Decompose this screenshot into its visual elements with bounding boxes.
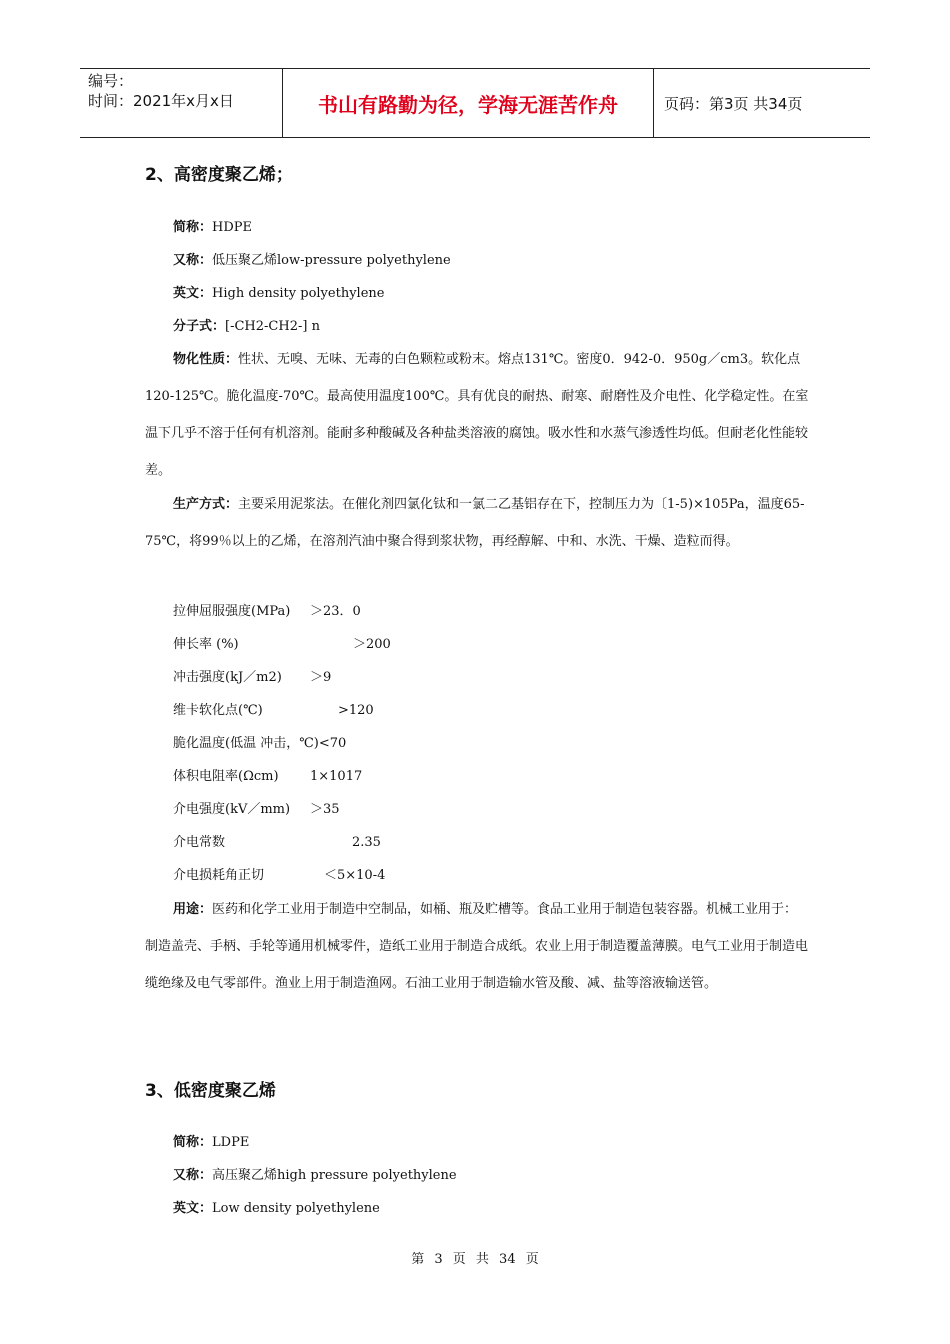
- header-motto: 书山有路勤为径，学海无涯苦作舟: [282, 69, 654, 137]
- s2-props-text: 性状、无嗅、无味、无毒的白色颗粒或粉末。熔点131℃。密度0．942-0．950g／cm3。软化点120-125℃。脆化温度-70℃。最高使用温度100℃。具有优良的耐热、耐寒、耐磨性及介电性、化学稳定性。在室温下几乎不溶于任何有机溶剂。能耐多种酸碱及各种盐类溶液的腐蚀。吸水性和水蒸气渗透性均低。但耐老化性能较差。: [145, 352, 809, 478]
- spec-value: ＞9: [310, 670, 332, 685]
- s2-formula-label: 分子式：: [173, 319, 226, 334]
- s2-alias-line: [173, 253, 451, 269]
- s3-alias-line: [173, 1168, 457, 1184]
- header-meta: [80, 69, 282, 137]
- s2-english-label: 英文：: [173, 286, 213, 301]
- s2-formula-value: [-CH2-CH2-] n: [225, 319, 320, 334]
- spec-name: 介电损耗角正切: [173, 868, 265, 883]
- spec-value: 1×1017: [310, 769, 363, 784]
- s2-props-label: 物化性质：: [173, 352, 239, 367]
- header-page-info: 页码：第3页 共34页: [664, 94, 803, 113]
- section-3-title: 3、低密度聚乙烯: [145, 1081, 276, 1101]
- spec-row: [173, 769, 363, 785]
- spec-name: 介电强度(kV／mm): [173, 802, 291, 817]
- s2-abbr-label: 简称：: [173, 220, 213, 235]
- spec-row: [173, 736, 346, 752]
- s2-production-text: 主要采用泥浆法。在催化剂四氯化钛和一氯二乙基铝存在下，控制压力为〔1-5)×105Pa，温度65-75℃，将99％以上的乙烯，在溶剂汽油中聚合得到浆状物，再经醇解、中和、水洗、干燥、造粒而得。: [145, 497, 805, 549]
- spec-name: 维卡软化点(℃): [173, 703, 263, 718]
- spec-row: [173, 835, 381, 851]
- s2-formula-line: [173, 319, 320, 335]
- s3-english-value: Low density polyethylene: [212, 1201, 380, 1216]
- s2-alias-label: 又称：: [173, 253, 213, 268]
- s2-production-label: 生产方式：: [173, 497, 239, 512]
- s3-alias-label: 又称：: [173, 1168, 213, 1183]
- time-label: 时间：2021年x月x日: [88, 92, 234, 110]
- spec-value: ＞23．0: [310, 604, 361, 619]
- s3-abbr-value: LDPE: [212, 1135, 250, 1150]
- s2-abbr-value: HDPE: [212, 220, 253, 235]
- section-2-title: 2、高密度聚乙烯；: [145, 165, 293, 185]
- spec-row: [173, 604, 361, 620]
- spec-row: [173, 670, 332, 686]
- s2-english-line: [173, 286, 384, 302]
- s3-alias-value: 高压聚乙烯high pressure polyethylene: [212, 1168, 457, 1183]
- s3-abbr-line: [173, 1135, 249, 1151]
- spec-name: 伸长率 (%): [173, 637, 239, 652]
- spec-value: >120: [338, 703, 374, 718]
- spec-name: 冲击强度(kJ／m2): [173, 670, 282, 685]
- s2-alias-value: 低压聚乙烯low-pressure polyethylene: [212, 253, 451, 268]
- spec-value: 2.35: [352, 835, 381, 850]
- number-label: 编号：: [88, 72, 134, 90]
- s3-english-line: [173, 1201, 380, 1217]
- spec-name: 体积电阻率(Ωcm): [173, 769, 279, 784]
- s2-props-paragraph: [145, 341, 810, 489]
- s2-usage-label: 用途：: [173, 902, 213, 917]
- s3-english-label: 英文：: [173, 1201, 213, 1216]
- spec-row: [173, 637, 391, 653]
- spec-value: ＞35: [310, 802, 340, 817]
- page-footer: 第 3 页 共 34 页: [411, 1252, 539, 1267]
- s2-english-value: High density polyethylene: [212, 286, 385, 301]
- spec-name: 介电常数: [173, 835, 226, 850]
- s2-usage-paragraph: [145, 891, 810, 1002]
- spec-name: 拉伸屈服强度(MPa): [173, 604, 291, 619]
- spec-row: [173, 868, 386, 884]
- spec-name: 脆化温度(低温 冲击，℃)<70: [173, 736, 347, 751]
- s2-abbr-line: [173, 220, 252, 236]
- s2-usage-text: 医药和化学工业用于制造中空制品，如桶、瓶及贮槽等。食品工业用于制造包装容器。机械工业用于：制造盖壳、手柄、手轮等通用机械零件，造纸工业用于制造合成纸。农业上用于制造覆盖薄膜。电气工业用于制造电缆绝缘及电气零部件。渔业上用于制造渔网。石油工业用于制造输水管及酸、减、盐等溶液输送管。: [145, 902, 809, 991]
- spec-value: ＜5×10-4: [324, 868, 386, 883]
- spec-value: ＞200: [353, 637, 391, 652]
- spec-row: [173, 703, 374, 719]
- s2-production-paragraph: [145, 486, 810, 560]
- spec-row: [173, 802, 340, 818]
- s3-abbr-label: 简称：: [173, 1135, 213, 1150]
- page-header: [80, 68, 870, 138]
